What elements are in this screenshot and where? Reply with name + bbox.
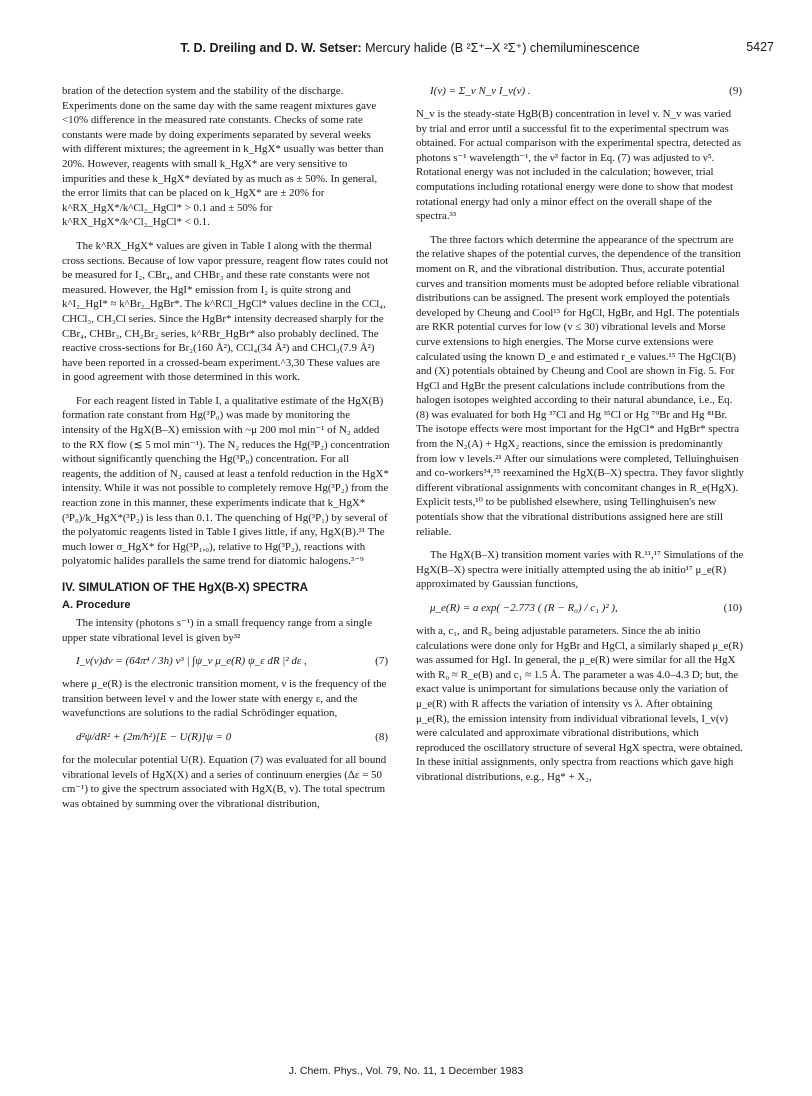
paragraph-rate-values: The k^RX_HgX* values are given in Table I along with the thermal cross sections. Because of low vapor pressure, reagent flow rates could not be measured for I₂, CBr₄, and CHBr₃ and these rate constants were not measured. However, the HgI* emission from I₂ is quite strong and k^I₂_HgI* ≈ k^Br₂_HgBr*. The k^RCl_HgCl* values decline in the CCl₄, CHCl₃, CH₃Cl series. Since the HgBr* intensity decreased sharply for the CBr₄, CHBr₃, CH₂Br₂ series, k^RBr_HgBr* also probably declined. The reactive cross-sections for Br₂(160 Å²), CCl₄(34 Å²) and CHCl₃(7.9 Å²) have been reported in a crossed-beam experiment.^3,30 These values are in good agreement with those determined in this work. (62, 239, 389, 384)
section-heading: IV. SIMULATION OF THE HgX(B-X) SPECTRA (62, 581, 309, 594)
equation-7 (62, 654, 390, 669)
page-number: 5427 (746, 40, 774, 54)
journal-footer: J. Chem. Phys., Vol. 79, No. 11, 1 December 1983 (288, 1065, 524, 1077)
paragraph-adjustable-parameters: with a, c₁, and R₀ being adjustable parameters. Since the ab initio calculations were done only for HgBr and HgCl, a similarly shaped μ_e(R) was assumed for HgI. In general, the μ_e(R) were similar for all the HgX with R₀ ≈ R_e(B) and c₁ ≈ 1.5 Å. The parameter a was 4.0–4.3 D; but, the exact value is unimportant for simulations because only the variation of μ_e(R) with R affects the variation of intensity vs λ. After obtaining μ_e(R), the emission intensity from individual vibrational levels, I_v(ν) were calculated and approximate vibrational distributions, which reproduced the oscillatory structure of several HgX spectra, were obtained. In these initial assignments, only spectra from reactions which gave high vibrational distributions, e.g., Hg* + X₂, (416, 625, 744, 783)
paragraph-transition-variation: The HgX(B–X) transition moment varies with R.¹¹,¹⁷ Simulations of the HgX(B–X) spectra were initially attempted using the ab initio¹⁷ μ_e(R) approximated by Gaussian functions, (416, 549, 744, 591)
running-header (80, 40, 740, 55)
equation-8-body: d²ψ/dR² + (2m/ħ²)[E − U(R)]ψ = 0 (76, 730, 232, 743)
paragraph-molecular-potential: for the molecular potential U(R). Equation (7) was evaluated for all bound vibrational levels of HgX(X) and a series of continuum energies (Δε = 50 cm⁻¹) to give the spectrum associated with HgX(B, v). The total spectrum was obtained by summing over the vibrational distribution, (62, 753, 387, 810)
paragraph-three-factors: The three factors which determine the appearance of the spectrum are the relative shapes of the potential curves, the dependence of the transition moment on R, and the vibrational distribution. Thus, accurate potential curves and transition moments must be adopted before reliable vibrational distributions can be assigned. The present work employed the potentials developed by Cheung and Cool¹⁵ for HgCl, HgBr, and HgI. The potentials are RKR potential curves for low (v ≤ 30) vibrational levels and Morse curve extensions to high energies. The Morse curve extensions were calculated using the known D_e and estimated r_e values.¹⁵ The HgCl(B) and (X) potentials obtained by Cheung and Cool are shown in Fig. 5. For HgCl and HgBr the present calculations include contributions from the halogen isotopes weighted according to their natural abundance, i.e., Eq. (8) was evaluated for both Hg ³⁷Cl and Hg ³⁵Cl or Hg ⁷⁹Br and Hg ⁸¹Br. The isotope effects were most important for the HgCl* and HgBr* spectra from the N₂(A) + HgX₂ reactions, since the emission is predominantly from low v levels.²¹ After our simulations were completed, Telluinghuisen and co-workers³⁴,³⁵ reexamined the HgX(B–X) spectra. They favor slightly different vibrational assignments with concomitant changes in R_e(HgX). Explicit tests,¹⁰ to be published elsewhere, using Tellinghuisen's new potentials show that the vibrational distributions assigned here are still reliable. (416, 233, 744, 538)
equation-9-body: I(ν) = Σ_v N_v I_v(ν) . (430, 85, 531, 97)
subsection-heading: A. Procedure (62, 599, 131, 611)
equation-8 (62, 730, 390, 745)
right-column (416, 84, 744, 794)
equation-10-body: μ_e(R) = a exp( −2.773 ( (R − R₀) / c₁ )² ), (430, 602, 618, 614)
equation-7-body: I_v(ν)dν = (64π⁴ / 3h) ν³ | ∫ψ_v μ_e(R) ψ_ε dR |² dε , (76, 655, 307, 668)
header-title: Mercury halide (B ²Σ⁺–X ²Σ⁺) chemiluminescence (365, 41, 640, 55)
equation-9-number: (9) (729, 85, 742, 97)
equation-10 (416, 601, 744, 616)
equation-10-number: (10) (723, 602, 742, 614)
paragraph-qualitative-estimate: For each reagent listed in Table I, a qualitative estimate of the HgX(B) formation rate constant from Hg(³P₀) was made by monitoring the intensity of the HgX(B–X) emission with ~μ 200 mol min⁻¹ of N₂ added to the RX flow (≲ 5 mol min⁻¹). The N₂ reduces the Hg(³P₂) concentration without significantly quenching the Hg(³P₀) concentration. For all reagents, the addition of N₂ caused at least a tenfold reduction in the HgX* intensity. While it was not possible to completely remove Hg(³P₂) from the reaction zone in this manner, these experiments indicate that k_HgX*(³P₀)/k_HgX*(³P₂) is less than 0.1. The quenching of Hg(³P₁) by several of the polyatomic reagents listed in Table I gives little, if any, HgX(B).³¹ The much lower σ_HgX* for Hg(³P₁,₀), relative to Hg(³P₂), reactions with polyatomic halides parallels the same trend for diatomic halogens.³⁻⁹ (62, 394, 390, 568)
paragraph-error-limits: bration of the detection system and the stability of the discharge. Experiments done on the same day with the same reagent mixtures gave <10% difference in the measured rate constants. Checks of some rate constants were made by doing experiments separated by several weeks with different mixtures; the agreement in k_HgX* usually was better than 20%. However, reagents with small k_HgX* are very sensitive to impurities and these k_HgX* deviated by as much as ± 50%. In general, the error limits that can be placed on k_HgX* are ± 20% for k^RX_HgX*/k^Cl₂_HgCl* > 0.1 and ± 50% for k^RX_HgX*/k^Cl₂_HgCl* < 0.1. (62, 85, 384, 229)
left-column (62, 84, 390, 820)
equation-9 (416, 84, 744, 99)
paragraph-transition-moment: where μ_e(R) is the electronic transition moment, ν is the frequency of the transition between level v and the lower state with energy ε, and the wavefunctions are solutions to the radial Schrödinger equation, (62, 678, 387, 720)
paragraph-steady-state: N_v is the steady-state HgB(B) concentration in level v. N_v was varied by trial and error until a successful fit to the experimental spectrum was obtained. For actual comparison with the experimental spectra, detected as photons s⁻¹ wavelength⁻¹, the ν³ factor in Eq. (7) was adjusted to ν⁵. Rotational energy was not included in the calculation; however, trial computations including rotational energy were done to show that modest rotational energy had only a minor effect on the overall shape of the spectra.³³ (416, 108, 742, 223)
equation-8-number: (8) (375, 730, 388, 743)
equation-7-number: (7) (375, 655, 388, 668)
paragraph-intensity-intro: The intensity (photons s⁻¹) in a small frequency range from a single upper state vibrational level is given by³² (62, 617, 373, 644)
header-authors: T. D. Dreiling and D. W. Setser: (180, 41, 362, 55)
